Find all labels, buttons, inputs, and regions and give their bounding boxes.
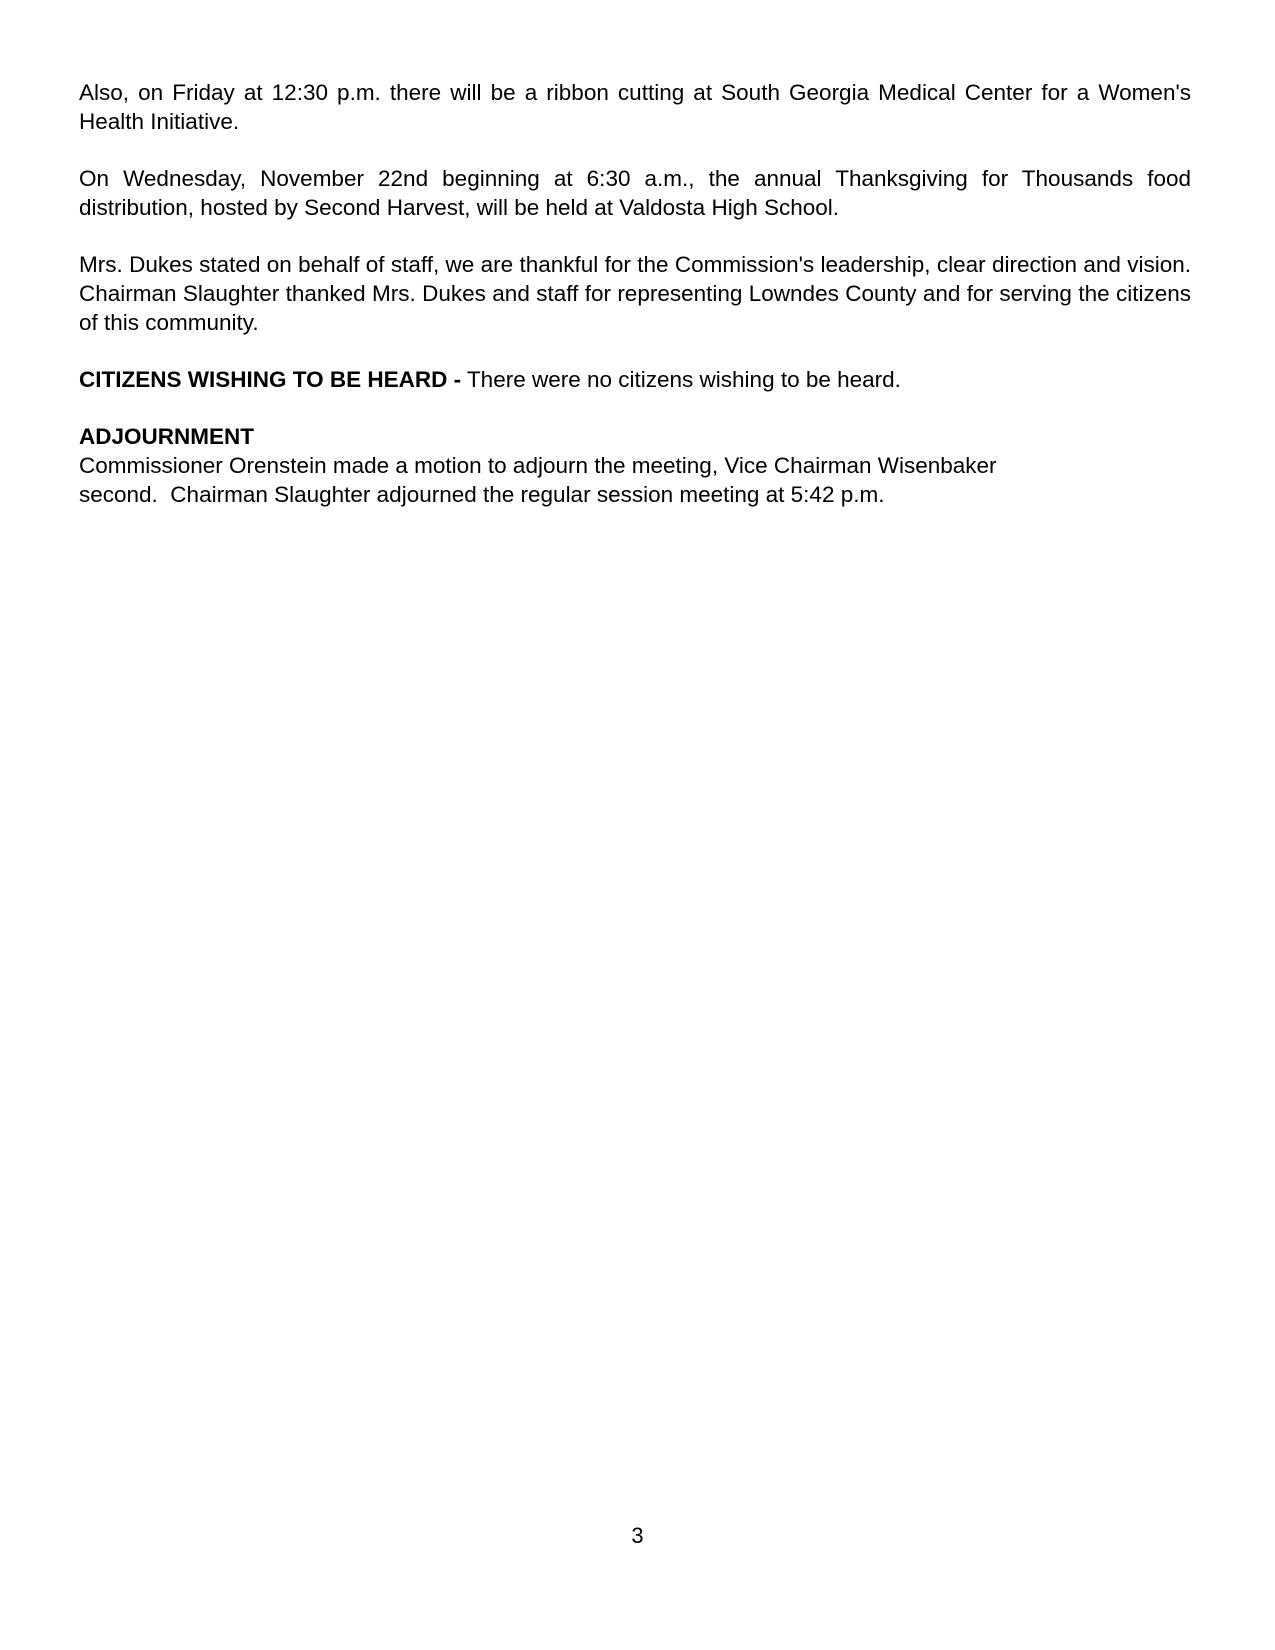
paragraph-thanks: Mrs. Dukes stated on behalf of staff, we are thankful for the Commission's leadership, clear direction and vision. Chairman Slaughter thanked Mrs. Dukes and staff for representing Lowndes County and for serving the citizens of this community.: [79, 252, 1191, 335]
citizens-text: There were no citizens wishing to be heard.: [461, 367, 901, 392]
adjournment-section: [79, 422, 1191, 509]
paragraph-ribbon-cutting: Also, on Friday at 12:30 p.m. there will be a ribbon cutting at South Georgia Medical Center for a Women's Health Initiative.: [79, 80, 1191, 134]
citizens-section: [79, 365, 1191, 394]
page-number: 3: [631, 1523, 644, 1548]
paragraph-thanksgiving: On Wednesday, November 22nd beginning at 6:30 a.m., the annual Thanksgiving for Thousands food distribution, hosted by Second Harvest, will be held at Valdosta High School.: [79, 166, 1191, 220]
citizens-heading: CITIZENS WISHING TO BE HEARD -: [79, 367, 462, 392]
adjournment-line-1: Commissioner Orenstein made a motion to adjourn the meeting, Vice Chairman Wisenbaker: [79, 453, 997, 478]
adjournment-heading: ADJOURNMENT: [79, 424, 255, 449]
adjournment-line-2: second. Chairman Slaughter adjourned the regular session meeting at 5:42 p.m.: [79, 482, 885, 507]
document-body: [79, 78, 1191, 537]
